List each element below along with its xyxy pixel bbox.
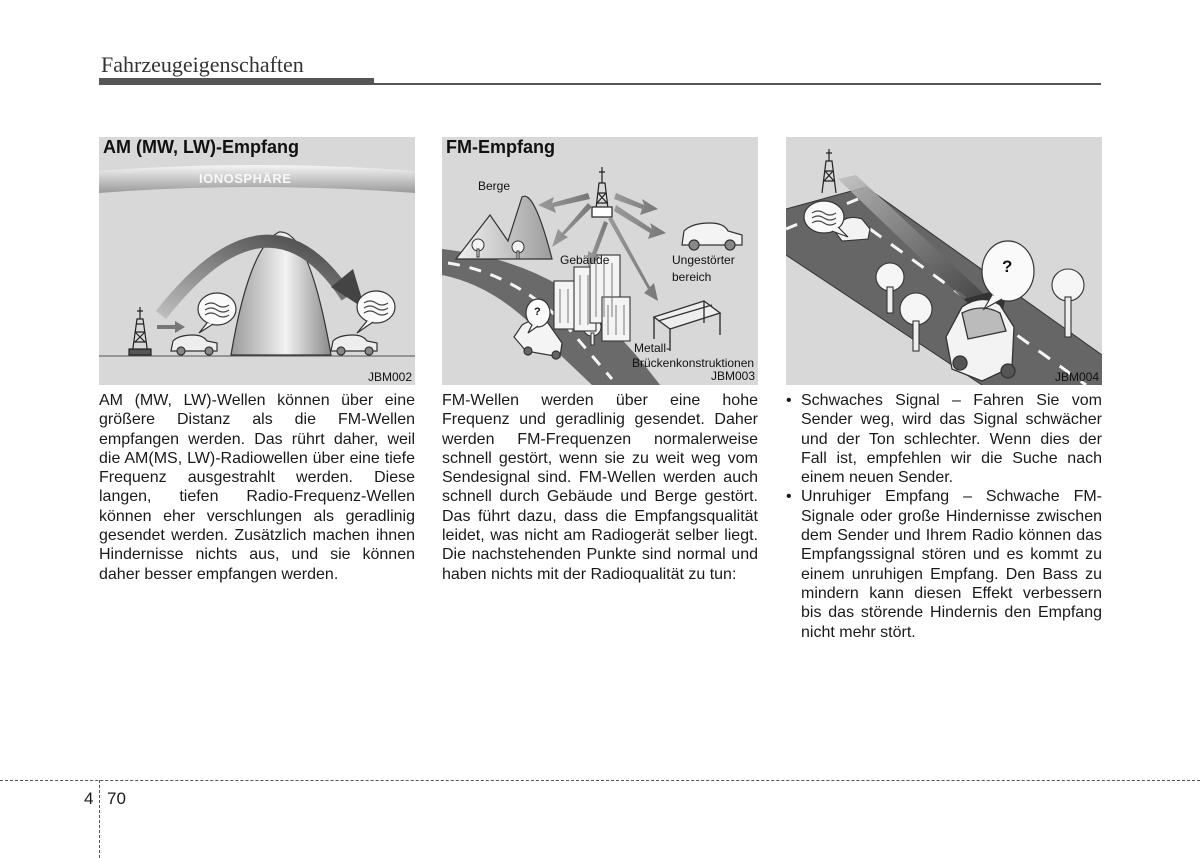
- ionosphere-label: IONOSPHÄRE: [199, 171, 292, 186]
- body-text-am: AM (MW, LW)-Wellen können über eine größere Distanz als die FM-Wellen empfangen werden. Das rührt daher, weil die AM(MS, LW)-Radiowellen über eine tiefe Frequenz ausgestrahlt werden. Diese langen, tiefen Radio-Frequenz-Wellen können eher verschlungen als geradlinig gesendet werden. Zusätzlich machen ihnen Hindernisse nichts aus, und sie können daher besser empfangen werden.: [99, 392, 415, 583]
- page-header-title: Fahrzeugeigenschaften: [101, 52, 304, 77]
- label-metall-1: Metall-: [634, 341, 671, 355]
- figure-fm-reception: [442, 137, 758, 385]
- figure-title-fm: FM-Empfang: [446, 137, 555, 157]
- question-mark-weak-signal: ?: [1002, 257, 1013, 276]
- figure-code-jbm003: JBM003: [710, 369, 755, 383]
- figure-weak-signal: [786, 137, 1102, 385]
- footer-dashed-divider: [99, 780, 100, 858]
- label-ungestoert-1: Ungestörter: [672, 253, 735, 267]
- header-rule-thin: [99, 83, 1101, 85]
- bullet-weak-signal: [786, 391, 1102, 487]
- body-text-fm: FM-Wellen werden über eine hohe Frequenz und geradlinig gesendet. Daher werden FM-Frequenzen normalerweise schnell gestört, wenn sie zu weit weg vom Sendesignal sind. FM-Wellen werden auch schnell durch Gebäude und Berge gestört. Das führt dazu, dass die Empfangsqualität leidet, was nicht am Radiogerät selber liegt. Die nachstehenden Punkte sind normal und haben nichts mit der Radioqualität zu tun:: [442, 392, 758, 583]
- bullet-text-unstable-reception: Unruhiger Empfang – Schwache FM-Signale oder große Hindernisse zwischen dem Sender und Ihrem Radio können das Empfangssignal stören und es kommt zu einem unruhigen Empfang. Den Bass zu mindern kann diesen Effekt verbessern bis das störende Hindernis den Empfang nicht mehr stört.: [801, 488, 1102, 641]
- label-gebaeude: Gebäude: [560, 253, 610, 267]
- question-mark-fm: ?: [534, 306, 541, 318]
- figure-code-jbm002: JBM002: [367, 370, 412, 384]
- bullet-dot: •: [786, 488, 792, 506]
- chapter-number: 4: [84, 789, 94, 808]
- weak-signal-illustration: [786, 137, 1102, 385]
- bullet-list-fm-issues: [786, 391, 1102, 642]
- figure-am-reception: [99, 137, 415, 385]
- bullet-unstable-reception: [786, 487, 1102, 641]
- bullet-dot: •: [786, 392, 792, 409]
- label-metall-2: Brückenkonstruktionen: [632, 356, 755, 370]
- label-berge: Berge: [478, 179, 511, 193]
- figure-code-jbm004: JBM004: [1054, 370, 1099, 384]
- footer-dashed-rule: [0, 780, 1200, 781]
- page-number: 70: [107, 789, 126, 808]
- figure-title-am: AM (MW, LW)-Empfang: [103, 137, 299, 157]
- label-ungestoert-2: bereich: [672, 270, 712, 284]
- bullet-text-weak-signal: Schwaches Signal – Fahren Sie vom Sender weg, wird das Signal schwächer und der Ton schlechter. Wenn dies der Fall ist, empfehlen wir die Suche nach einem neuen Sender.: [801, 392, 1102, 487]
